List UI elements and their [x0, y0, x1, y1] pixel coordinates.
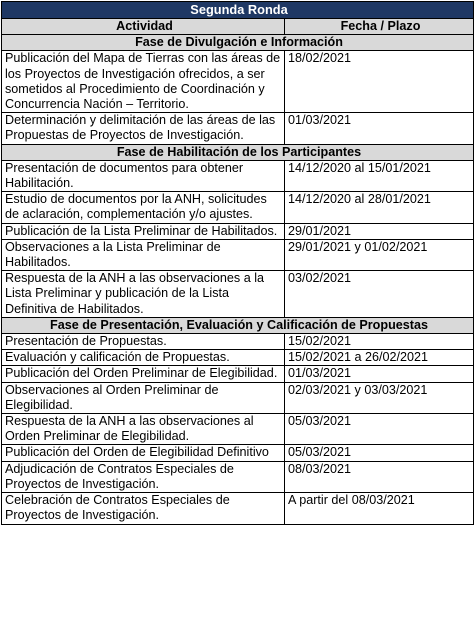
- date-cell: 14/12/2020 al 28/01/2021: [285, 192, 474, 223]
- activity-cell: Respuesta de la ANH a las observaciones al Orden Preliminar de Elegibilidad.: [2, 414, 285, 445]
- table-row: [2, 366, 474, 382]
- phase-title: Fase de Divulgación e Información: [2, 35, 474, 51]
- date-cell: 05/03/2021: [285, 414, 474, 445]
- activity-cell: Celebración de Contratos Especiales de Proyectos de Investigación.: [2, 493, 285, 524]
- date-cell: 15/02/2021: [285, 334, 474, 350]
- date-cell: 08/03/2021: [285, 461, 474, 492]
- activity-cell: Publicación de la Lista Preliminar de Habilitados.: [2, 223, 285, 239]
- table-row: [2, 113, 474, 144]
- activity-cell: Estudio de documentos por la ANH, solicitudes de aclaración, complementación y/o ajustes.: [2, 192, 285, 223]
- activity-cell: Publicación del Mapa de Tierras con las áreas de los Proyectos de Investigación ofrecidos, a ser sometidos al Procedimiento de Coordinación y Concurrencia Nación – Territorio.: [2, 51, 285, 113]
- date-cell: 14/12/2020 al 15/01/2021: [285, 160, 474, 191]
- table-row: [2, 192, 474, 223]
- activity-cell: Publicación del Orden de Elegibilidad Definitivo: [2, 445, 285, 461]
- table-row: [2, 493, 474, 524]
- date-cell: 01/03/2021: [285, 113, 474, 144]
- schedule-table: [1, 1, 474, 525]
- table-row: [2, 160, 474, 191]
- table-row: [2, 223, 474, 239]
- table-row: [2, 445, 474, 461]
- phase-title: Fase de Presentación, Evaluación y Calificación de Propuestas: [2, 317, 474, 333]
- table-row: [2, 461, 474, 492]
- table-row: [2, 51, 474, 113]
- date-cell: A partir del 08/03/2021: [285, 493, 474, 524]
- column-header-date: Fecha / Plazo: [285, 19, 474, 35]
- table-row: [2, 334, 474, 350]
- table-title: Segunda Ronda: [2, 2, 474, 19]
- column-header-activity: Actividad: [2, 19, 285, 35]
- phase-row: [2, 35, 474, 51]
- date-cell: 29/01/2021 y 01/02/2021: [285, 239, 474, 270]
- phase-row: [2, 144, 474, 160]
- activity-cell: Evaluación y calificación de Propuestas.: [2, 350, 285, 366]
- table-row: [2, 350, 474, 366]
- activity-cell: Presentación de documentos para obtener Habilitación.: [2, 160, 285, 191]
- date-cell: 05/03/2021: [285, 445, 474, 461]
- activity-cell: Presentación de Propuestas.: [2, 334, 285, 350]
- activity-cell: Respuesta de la ANH a las observaciones a la Lista Preliminar y publicación de la Lista Definitiva de Habilitados.: [2, 271, 285, 318]
- schedule-body: [2, 35, 474, 524]
- activity-cell: Publicación del Orden Preliminar de Elegibilidad.: [2, 366, 285, 382]
- table-row: [2, 382, 474, 413]
- phase-row: [2, 317, 474, 333]
- activity-cell: Observaciones a la Lista Preliminar de Habilitados.: [2, 239, 285, 270]
- date-cell: 29/01/2021: [285, 223, 474, 239]
- date-cell: 15/02/2021 a 26/02/2021: [285, 350, 474, 366]
- table-row: [2, 239, 474, 270]
- activity-cell: Observaciones al Orden Preliminar de Elegibilidad.: [2, 382, 285, 413]
- phase-title: Fase de Habilitación de los Participantes: [2, 144, 474, 160]
- table-row: [2, 414, 474, 445]
- table-row: [2, 271, 474, 318]
- activity-cell: Determinación y delimitación de las áreas de las Propuestas de Proyectos de Investigación.: [2, 113, 285, 144]
- date-cell: 18/02/2021: [285, 51, 474, 113]
- column-header-row: [2, 19, 474, 35]
- date-cell: 01/03/2021: [285, 366, 474, 382]
- activity-cell: Adjudicación de Contratos Especiales de Proyectos de Investigación.: [2, 461, 285, 492]
- title-row: [2, 2, 474, 19]
- date-cell: 03/02/2021: [285, 271, 474, 318]
- date-cell: 02/03/2021 y 03/03/2021: [285, 382, 474, 413]
